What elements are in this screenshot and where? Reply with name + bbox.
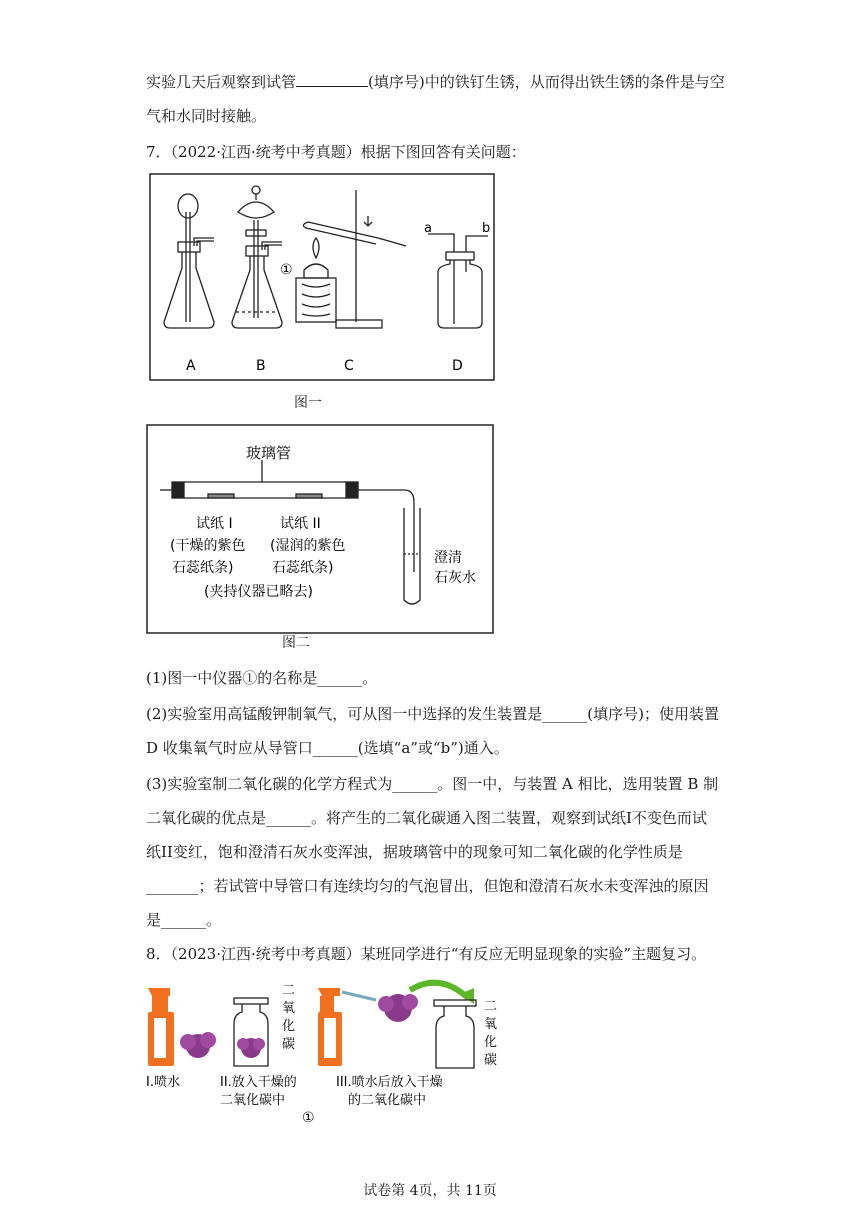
page-footer: 试卷第 4页，共 11页 — [363, 1183, 497, 1199]
glass-tube-label: 玻璃管 — [246, 444, 292, 462]
part-3-text-c: 纸II变红，饱和澄清石灰水变浑浊，据玻璃管中的现象可知二氧化碳的化学性质是 — [146, 843, 683, 861]
part-3-text-d: _______；若试管中导管口有连续均匀的气泡冒出，但饱和澄清石灰水未变浑浊的原因 — [146, 877, 709, 895]
flower-2-icon — [378, 994, 418, 1022]
figure-2-apparatus — [146, 424, 494, 634]
text-line-2: 气和水同时接触。 — [146, 107, 267, 125]
part-2-text-a: (2)实验室用高锰酸钾制氧气，可从图一中选择的发生装置是______(填序号)；使用装置 — [146, 705, 719, 723]
apparatus-label-c: C — [344, 358, 354, 374]
co2-label-2-char-2: 氧 — [484, 1017, 498, 1032]
clamp-note: (夹持仪器已略去) — [204, 584, 313, 600]
part-3-text-b: 二氧化碳的优点是______。将产生的二氧化碳通入图二装置，观察到试纸I不变色而试 — [146, 809, 707, 827]
text-line-1: 实验几天后观察到试管 (填序号)中的铁钉生锈，从而得出铁生锈的条件是与空 — [146, 73, 725, 91]
limewater-label-2: 石灰水 — [434, 570, 476, 586]
question-8-heading: 8．（2023·江西·统考中考真题）某班同学进行“有反应无明显现象的实验”主题复习。 — [146, 945, 707, 963]
co2-label-1-char-2: 氧 — [282, 1001, 296, 1016]
co2-label-1-char-4: 碳 — [282, 1037, 296, 1052]
arrow-icon — [410, 983, 468, 998]
figure-3-mark: ① — [302, 1110, 315, 1126]
flower-in-bottle-icon — [237, 1038, 265, 1058]
flower-icon — [180, 1032, 216, 1058]
figure-2-caption: 图二 — [282, 635, 310, 651]
co2-label-2-char-1: 二 — [484, 999, 498, 1014]
spray-bottle-icon — [148, 988, 174, 1066]
answer-blank[interactable] — [296, 72, 368, 87]
co2-label-1-char-3: 化 — [282, 1019, 296, 1034]
port-a-label: a — [424, 221, 432, 236]
paper-2-label: 试纸 II — [280, 516, 321, 532]
apparatus-label-a: A — [186, 358, 196, 374]
instrument-1-mark: ① — [280, 262, 293, 278]
apparatus-label-d: D — [452, 358, 463, 374]
spray-bottle-2-icon — [318, 988, 342, 1066]
step-1-label: I.喷水 — [146, 1075, 180, 1090]
step-3-label-b: 的二氧化碳中 — [348, 1093, 427, 1108]
figure-3-experiment — [140, 976, 510, 1126]
part-3-text-e: 是______。 — [146, 911, 222, 929]
part-3-text-a: (3)实验室制二氧化碳的化学方程式为______。图一中，与装置 A 相比，选用装置 B 制 — [146, 775, 719, 793]
step-2-label-a: II.放入干燥的 — [220, 1075, 297, 1090]
question-7-heading: 7．（2022·江西·统考中考真题）根据下图回答有关问题： — [146, 143, 526, 161]
part-1-text: (1)图一中仪器①的名称是______。 — [146, 669, 378, 687]
figure-1-apparatus — [146, 172, 498, 384]
step-3-label-a: III.喷水后放入干燥 — [336, 1075, 443, 1090]
apparatus-label-b: B — [256, 358, 266, 374]
paper-1-desc-2: 石蕊纸条) — [172, 560, 234, 576]
step-2-label-b: 二氧化碳中 — [220, 1093, 286, 1108]
paper-2-desc-1: (湿润的紫色 — [270, 538, 346, 554]
co2-label-1-char-1: 二 — [282, 983, 296, 998]
co2-label-2-char-4: 碳 — [484, 1053, 498, 1068]
figure-1-caption: 图一 — [294, 395, 322, 411]
paper-1-desc-1: (干燥的紫色 — [170, 538, 246, 554]
paper-2-desc-2: 石蕊纸条) — [272, 560, 334, 576]
part-2-text-b: D 收集氧气时应从导管口______(选填“a”或“b”)通入。 — [146, 739, 509, 757]
co2-label-2-char-3: 化 — [484, 1035, 498, 1050]
paper-1-label: 试纸 I — [196, 516, 233, 532]
limewater-label-1: 澄清 — [434, 550, 462, 566]
port-b-label: b — [482, 221, 491, 236]
